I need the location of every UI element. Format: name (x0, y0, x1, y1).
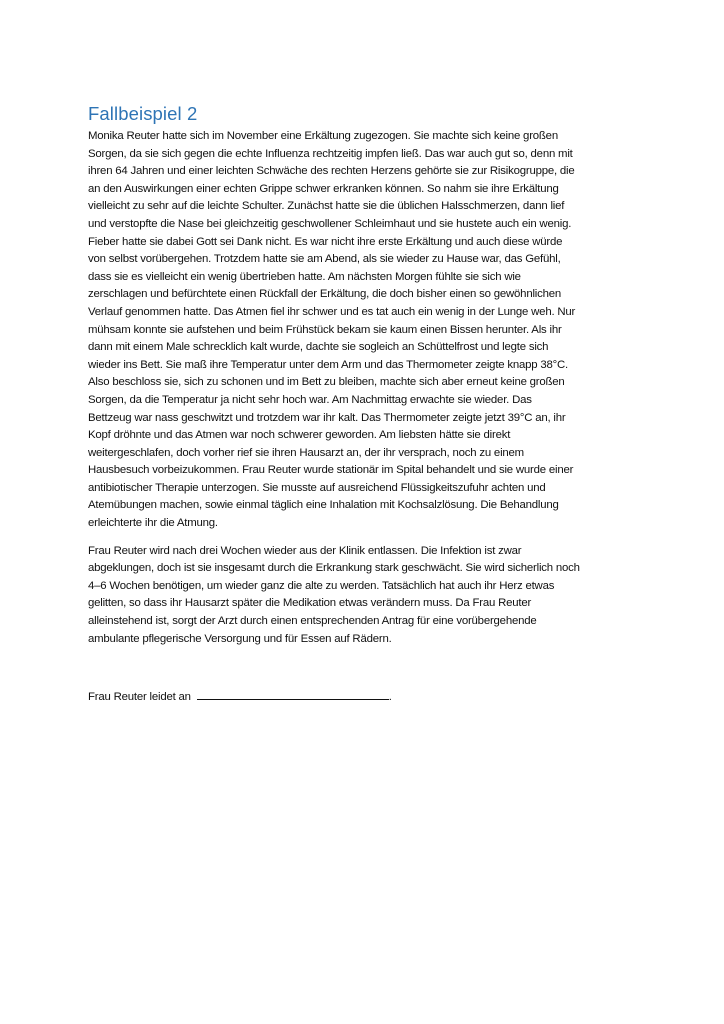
paragraph-line: Bettzeug war nass geschwitzt und trotzdem war ihr kalt. Das Thermometer zeigte jetzt 39°C an, ihr (88, 411, 566, 424)
paragraph-line: Hausbesuch vorbeizukommen. Frau Reuter wurde stationär im Spital behandelt und sie wurde einer (88, 464, 574, 477)
paragraph-line: abgeklungen, doch ist sie insgesamt durch die Erkrankung stark geschwächt. Sie wird sicherlich noch (88, 562, 580, 575)
fill-in-prefix: Frau Reuter leidet an (88, 691, 191, 704)
paragraph-line: Verlauf genommen hatte. Das Atmen fiel ihr schwer und es tat auch ein wenig in der Lunge weh. Nur (88, 305, 576, 318)
paragraph-line: Monika Reuter hatte sich im November eine Erkältung zugezogen. Sie machte sich keine großen (88, 130, 558, 142)
paragraph-line: Frau Reuter wird nach drei Wochen wieder aus der Klinik entlassen. Die Infektion ist zwar (88, 544, 522, 557)
paragraph-line: gelitten, so dass ihr Hausarzt später die Medikation etwas verändern muss. Da Frau Reuter (88, 597, 532, 610)
fill-in-sentence (88, 688, 648, 707)
document-body (88, 103, 648, 707)
paragraph-line: Kopf dröhnte und das Atmen war noch schwerer geworden. Am liebsten hätte sie direkt (88, 429, 511, 442)
paragraph-line: dann mit einem Male schrecklich kalt wurde, dachte sie sogleich an Schüttelfrost und legte sich (88, 341, 549, 354)
paragraph-line: antibiotischer Therapie unterzogen. Sie musste auf ausreichend Flüssigkeitszufuhr achten und (88, 481, 546, 494)
paragraph-line: Atemübungen machen, sowie einmal täglich eine Inhalation mit Kochsalzlösung. Die Behandlung (88, 499, 559, 512)
case-paragraph-2 (88, 543, 648, 649)
paragraph-line: ambulante pflegerische Versorgung und für Essen auf Rädern. (88, 632, 392, 645)
paragraph-line: vielleicht zu sehr auf die leichte Schulter. Zunächst hatte sie die üblichen Halsschmerzen, dann lief (88, 200, 565, 213)
paragraph-line: an den Auswirkungen einer echten Grippe schwer erkranken können. So nahm sie ihre Erkältung (88, 182, 559, 195)
paragraph-line: Fieber hatte sie dabei Gott sei Dank nicht. Es war nicht ihre erste Erkältung und auch diese würde (88, 235, 563, 248)
fill-in-blank[interactable] (197, 688, 389, 700)
paragraph-line: von selbst vorübergehen. Trotzdem hatte sie am Abend, als sie wieder zu Hause war, das Gefühl, (88, 253, 561, 266)
paragraph-line: dass sie es vielleicht ein wenig übertrieben hatte. Am nächsten Morgen fühlte sie sich wie (88, 270, 521, 283)
fill-in-suffix: . (388, 691, 392, 704)
paragraph-line: ihren 64 Jahren und einer leichten Schwäche des rechten Herzens gehörte sie zur Risikogruppe, die (88, 165, 575, 178)
paragraph-line: erleichterte ihr die Atmung. (88, 517, 218, 530)
paragraph-line: weitergeschlafen, doch vorher rief sie ihren Hausarzt an, der ihr versprach, noch zu einem (88, 446, 524, 459)
paragraph-line: 4–6 Wochen benötigen, um wieder ganz die alte zu werden. Tatsächlich hat auch ihr Herz etwas (88, 579, 555, 592)
paragraph-line: Sorgen, da die Temperatur ja nicht sehr hoch war. Am Nachmittag erwachte sie wieder. Das (88, 393, 532, 406)
document-title: Fallbeispiel 2 (88, 103, 198, 124)
paragraph-line: Sorgen, da sie sich gegen die echte Influenza rechtzeitig impfen ließ. Das war auch gut so, denn mit (88, 147, 573, 160)
case-paragraph-1 (88, 128, 648, 533)
paragraph-line: zerschlagen und befürchtete einen Rückfall der Erkältung, die doch bisher einen so gewöhnlichen (88, 288, 562, 301)
paragraph-line: mühsam konnte sie aufstehen und beim Frühstück bekam sie kaum einen Bissen herunter. Als ihr (88, 323, 562, 336)
paragraph-line: wieder ins Bett. Sie maß ihre Temperatur unter dem Arm und das Thermometer zeigte knapp 38°C. (88, 358, 568, 371)
paragraph-line: und verstopfte die Nase bei gleichzeitig geschwollener Schleimhaut und sie hustete auch ein wenig. (88, 217, 572, 230)
paragraph-line: alleinstehend ist, sorgt der Arzt durch einen entsprechenden Antrag für eine vorübergehende (88, 615, 537, 628)
paragraph-line: Also beschloss sie, sich zu schonen und im Bett zu bleiben, machte sich aber erneut keine großen (88, 376, 565, 389)
